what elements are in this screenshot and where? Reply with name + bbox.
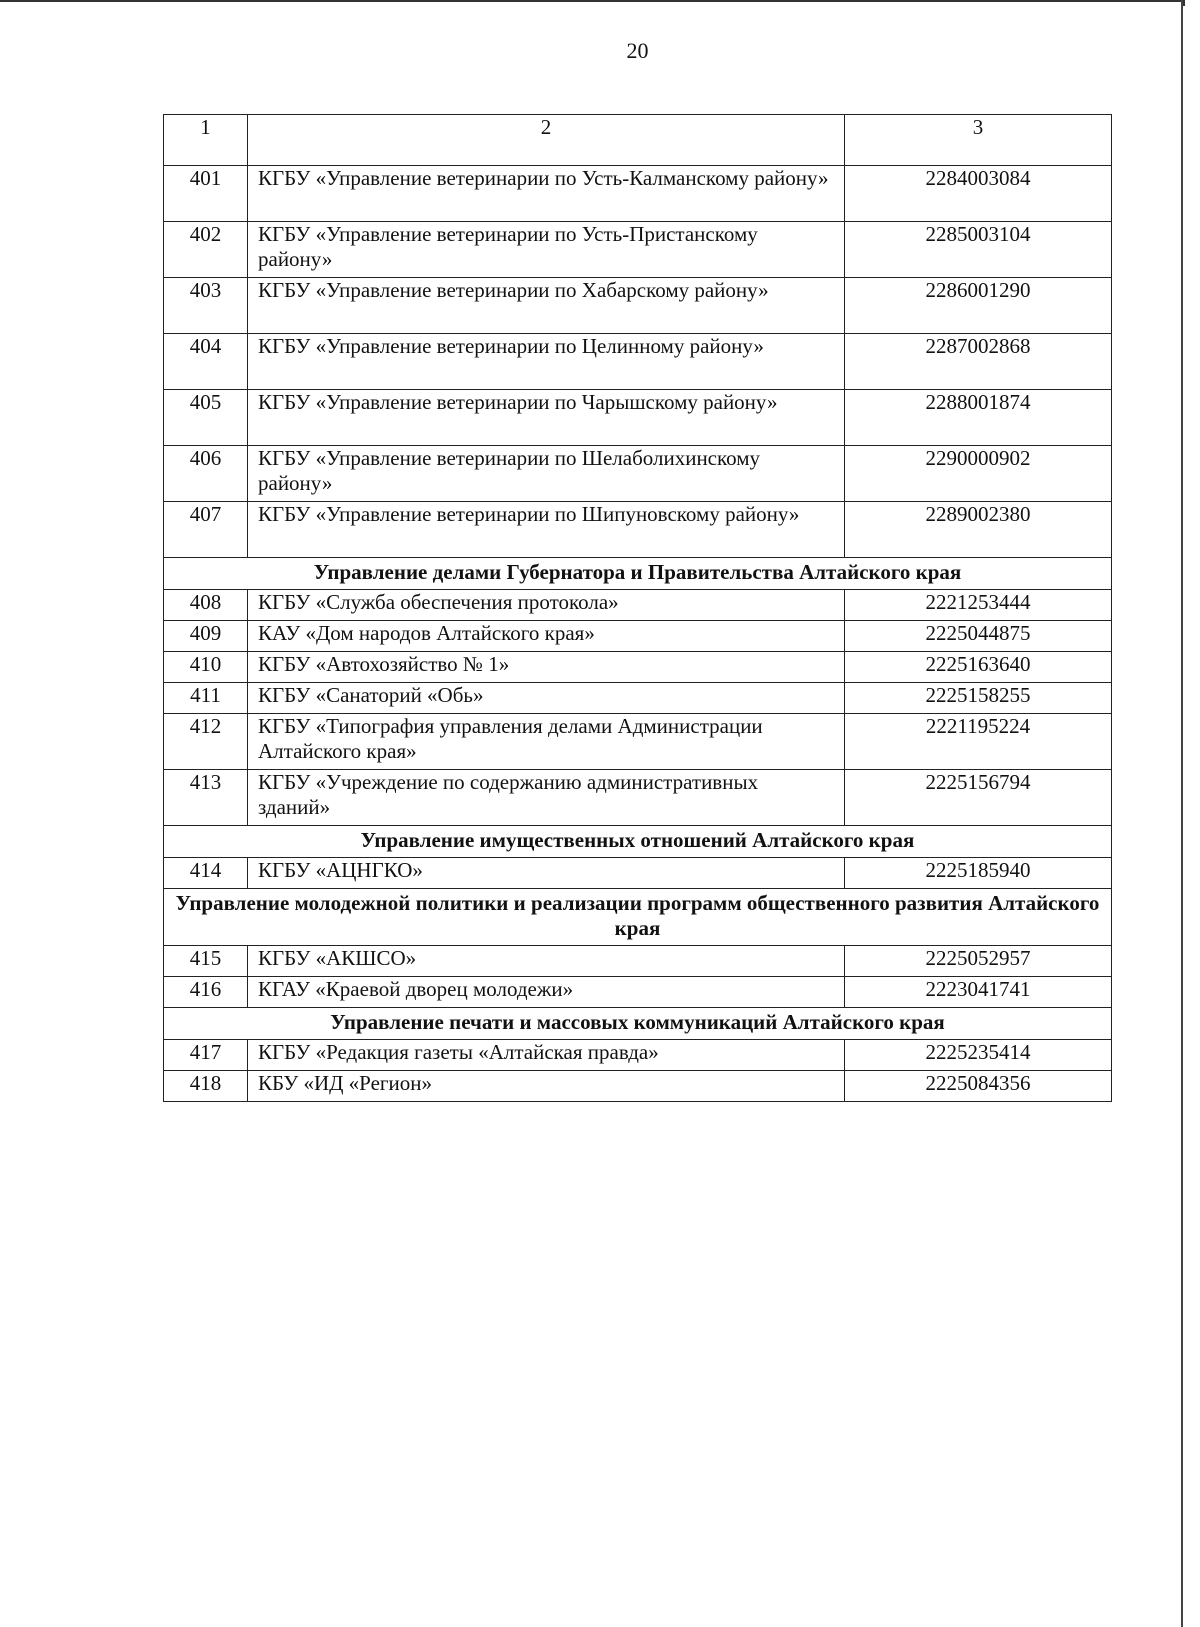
- institution-name: КГБУ «Управление ветеринарии по Целинному району»: [248, 334, 845, 390]
- institution-name: КГБУ «АКШСО»: [248, 946, 845, 977]
- institution-inn: 2225156794: [845, 770, 1112, 826]
- institution-name: КГБУ «Санаторий «Обь»: [248, 683, 845, 714]
- table-body: [164, 115, 1112, 1102]
- table-row: [164, 683, 1112, 714]
- table-row: [164, 977, 1112, 1008]
- section-heading-row: [164, 1008, 1112, 1040]
- section-heading: Управление молодежной политики и реализации программ общественного развития Алтайского края: [164, 889, 1112, 946]
- institution-inn: 2225158255: [845, 683, 1112, 714]
- institution-inn: 2221195224: [845, 714, 1112, 770]
- section-heading: Управление печати и массовых коммуникаций Алтайского края: [164, 1008, 1112, 1040]
- header-col-3: 3: [845, 115, 1112, 166]
- table-row: [164, 770, 1112, 826]
- table-row: [164, 590, 1112, 621]
- row-number: 412: [164, 714, 248, 770]
- row-number: 407: [164, 502, 248, 558]
- institution-name: КГБУ «Управление ветеринарии по Шелаболихинскому району»: [248, 446, 845, 502]
- institutions-table: [163, 114, 1112, 1102]
- institution-inn: 2225044875: [845, 621, 1112, 652]
- table-row: [164, 621, 1112, 652]
- section-heading: Управление имущественных отношений Алтайского края: [164, 826, 1112, 858]
- institution-name: КГБУ «Управление ветеринарии по Усть-Калманскому району»: [248, 166, 845, 222]
- table-header-row: [164, 115, 1112, 166]
- institution-name: КГАУ «Краевой дворец молодежи»: [248, 977, 845, 1008]
- table-row: [164, 278, 1112, 334]
- page-number: 20: [626, 38, 649, 63]
- table-row: [164, 1040, 1112, 1071]
- institution-name: КГБУ «Служба обеспечения протокола»: [248, 590, 845, 621]
- institution-name: КГБУ «Редакция газеты «Алтайская правда»: [248, 1040, 845, 1071]
- table-row: [164, 166, 1112, 222]
- institution-inn: 2225185940: [845, 858, 1112, 889]
- institution-name: КГБУ «Автохозяйство № 1»: [248, 652, 845, 683]
- row-number: 413: [164, 770, 248, 826]
- institution-inn: 2284003084: [845, 166, 1112, 222]
- institution-inn: 2285003104: [845, 222, 1112, 278]
- row-number: 406: [164, 446, 248, 502]
- row-number: 417: [164, 1040, 248, 1071]
- row-number: 402: [164, 222, 248, 278]
- table-row: [164, 1071, 1112, 1102]
- row-number: 411: [164, 683, 248, 714]
- section-heading: Управление делами Губернатора и Правительства Алтайского края: [164, 558, 1112, 590]
- institution-inn: 2225052957: [845, 946, 1112, 977]
- row-number: 410: [164, 652, 248, 683]
- header-col-2: 2: [248, 115, 845, 166]
- institution-name: КГБУ «Управление ветеринарии по Усть-Пристанскому району»: [248, 222, 845, 278]
- row-number: 414: [164, 858, 248, 889]
- row-number: 404: [164, 334, 248, 390]
- page-frame-top: [0, 0, 1185, 6]
- institution-name: КГБУ «Типография управления делами Администрации Алтайского края»: [248, 714, 845, 770]
- table-row: [164, 714, 1112, 770]
- page-frame-right: [1181, 0, 1183, 1627]
- institution-inn: 2225084356: [845, 1071, 1112, 1102]
- table-row: [164, 334, 1112, 390]
- institution-name: КБУ «ИД «Регион»: [248, 1071, 845, 1102]
- institution-inn: 2221253444: [845, 590, 1112, 621]
- institution-inn: 2288001874: [845, 390, 1112, 446]
- table-row: [164, 946, 1112, 977]
- institution-inn: 2289002380: [845, 502, 1112, 558]
- institution-inn: 2286001290: [845, 278, 1112, 334]
- section-heading-row: [164, 558, 1112, 590]
- institution-name: КАУ «Дом народов Алтайского края»: [248, 621, 845, 652]
- table-row: [164, 390, 1112, 446]
- table-row: [164, 446, 1112, 502]
- row-number: 401: [164, 166, 248, 222]
- institution-inn: 2223041741: [845, 977, 1112, 1008]
- row-number: 415: [164, 946, 248, 977]
- row-number: 408: [164, 590, 248, 621]
- row-number: 416: [164, 977, 248, 1008]
- table-row: [164, 652, 1112, 683]
- institution-name: КГБУ «Управление ветеринарии по Шипуновскому району»: [248, 502, 845, 558]
- institution-name: КГБУ «Управление ветеринарии по Чарышскому району»: [248, 390, 845, 446]
- institution-name: КГБУ «Учреждение по содержанию административных зданий»: [248, 770, 845, 826]
- table-row: [164, 502, 1112, 558]
- row-number: 405: [164, 390, 248, 446]
- institution-inn: 2225235414: [845, 1040, 1112, 1071]
- table-row: [164, 222, 1112, 278]
- row-number: 418: [164, 1071, 248, 1102]
- institution-name: КГБУ «Управление ветеринарии по Хабарскому району»: [248, 278, 845, 334]
- header-col-1: 1: [164, 115, 248, 166]
- section-heading-row: [164, 826, 1112, 858]
- institution-inn: 2287002868: [845, 334, 1112, 390]
- row-number: 403: [164, 278, 248, 334]
- institution-inn: 2225163640: [845, 652, 1112, 683]
- institution-name: КГБУ «АЦНГКО»: [248, 858, 845, 889]
- table-row: [164, 858, 1112, 889]
- section-heading-row: [164, 889, 1112, 946]
- institution-inn: 2290000902: [845, 446, 1112, 502]
- row-number: 409: [164, 621, 248, 652]
